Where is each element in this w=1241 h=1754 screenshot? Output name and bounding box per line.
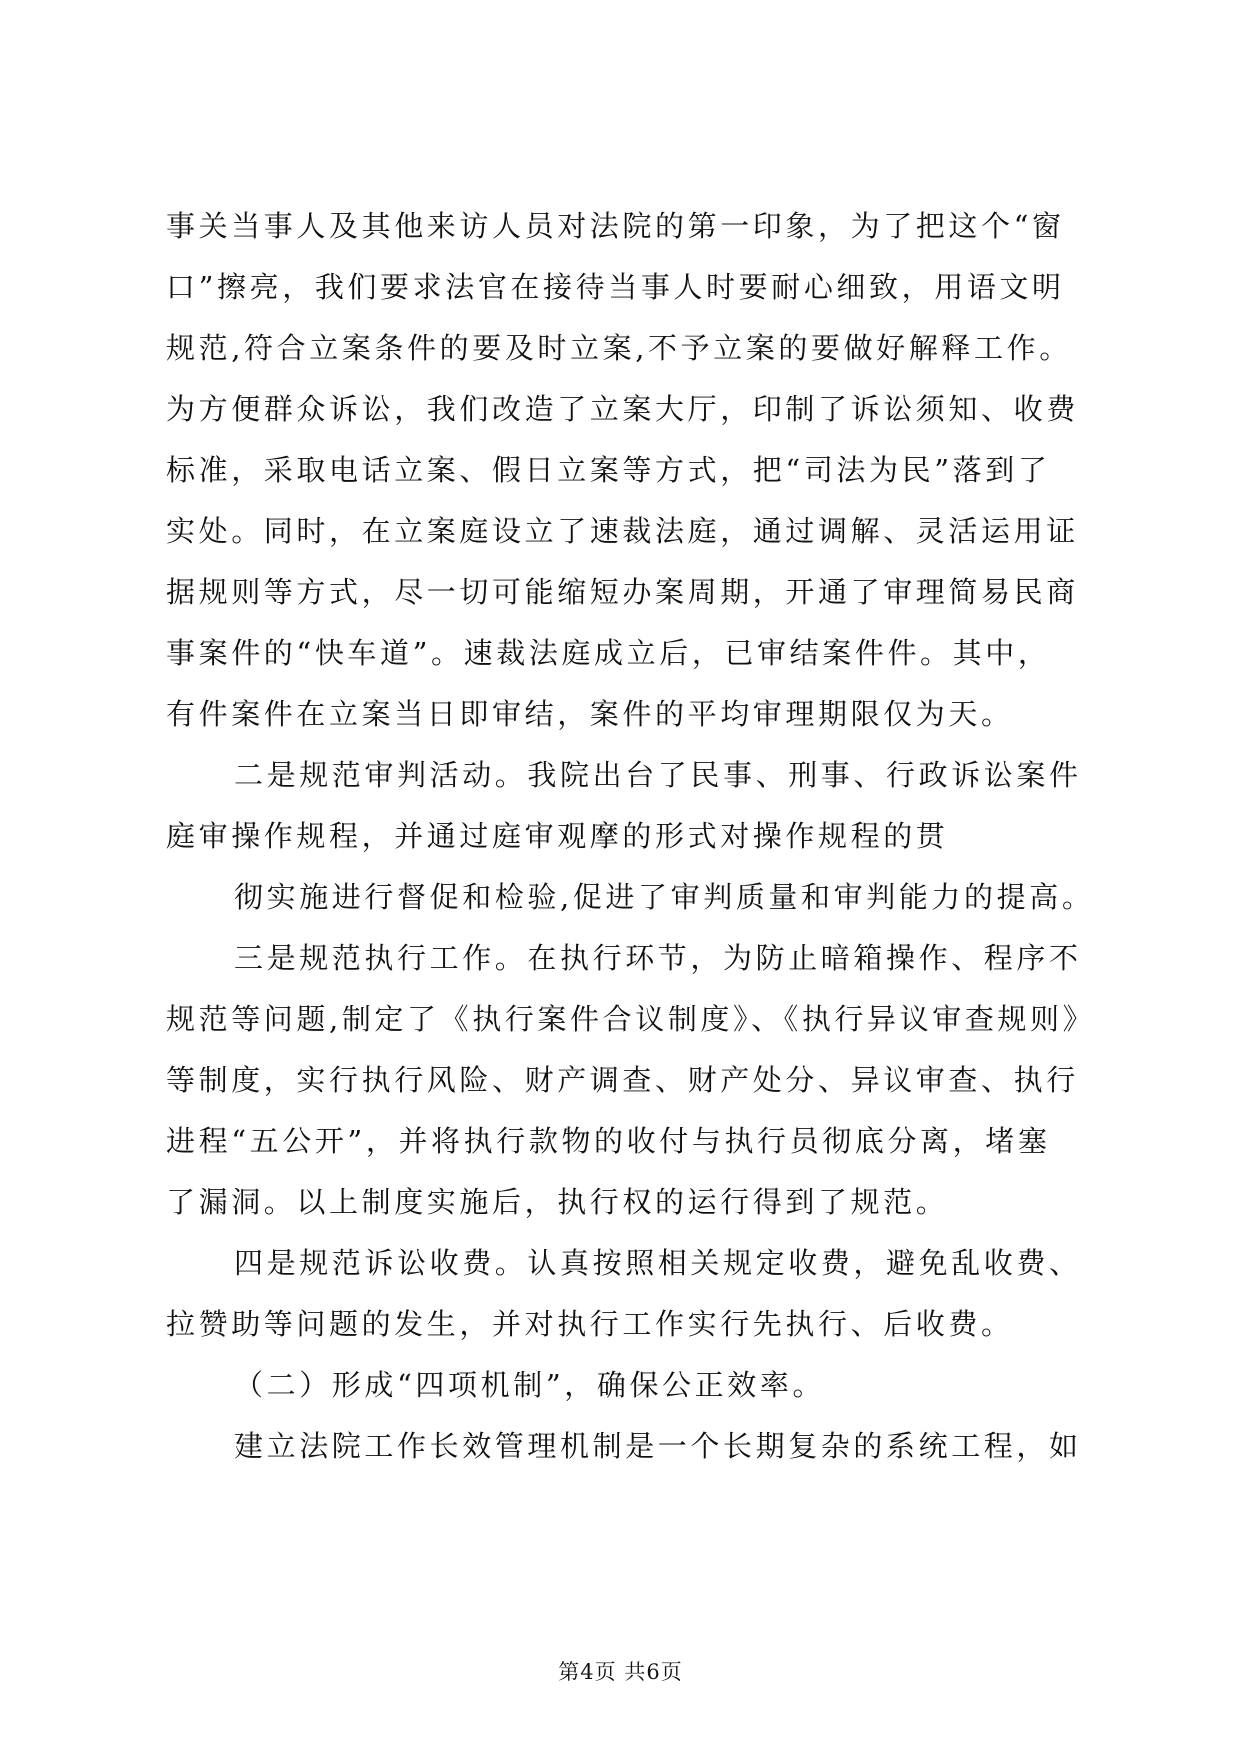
text-line: 进程“五公开”，并将执行款物的收付与执行员彻底分离，堵塞 bbox=[166, 1124, 1051, 1158]
paragraph-start-line: 二是规范审判活动。我院出台了民事、刑事、行政诉讼案件 bbox=[234, 758, 1082, 792]
section-heading: （二）形成“四项机制”，确保公正效率。 bbox=[234, 1368, 826, 1402]
text-line: 为方便群众诉讼，我们改造了立案大厅，印制了诉讼须知、收费 bbox=[166, 392, 1079, 426]
text-line: 事关当事人及其他来访人员对法院的第一印象，为了把这个“窗 bbox=[166, 209, 1065, 243]
paragraph-start-line: 彻实施进行督促和检验,促进了审判质量和审判能力的提高。 bbox=[234, 880, 1095, 914]
text-line: 规范,符合立案条件的要及时立案,不予立案的要做好解释工作。 bbox=[166, 331, 1072, 365]
paragraph-start-line: 建立法院工作长效管理机制是一个长期复杂的系统工程，如 bbox=[234, 1429, 1082, 1463]
text-line: 标准，采取电话立案、假日立案等方式，把“司法为民”落到了 bbox=[166, 453, 1051, 487]
text-line: 等制度，实行执行风险、财产调查、财产处分、异议审查、执行 bbox=[166, 1063, 1079, 1097]
text-line: 拉赞助等问题的发生，并对执行工作实行先执行、后收费。 bbox=[166, 1307, 1014, 1341]
paragraph-start-line: 四是规范诉讼收费。认真按照相关规定收费，避免乱收费、 bbox=[234, 1246, 1082, 1280]
text-line: 事案件的“快车道”。速裁法庭成立后，已审结案件件。其中， bbox=[166, 636, 1051, 670]
text-line: 实处。同时，在立案庭设立了速裁法庭，通过调解、灵活运用证 bbox=[166, 514, 1079, 548]
text-line: 了漏洞。以上制度实施后，执行权的运行得到了规范。 bbox=[166, 1185, 949, 1219]
paragraph-start-line: 三是规范执行工作。在执行环节，为防止暗箱操作、程序不 bbox=[234, 941, 1082, 975]
text-line: 庭审操作规程，并通过庭审观摩的形式对操作规程的贯 bbox=[166, 819, 949, 853]
text-line: 有件案件在立案当日即审结，案件的平均审理期限仅为天。 bbox=[166, 697, 1014, 731]
text-line: 据规则等方式，尽一切可能缩短办案周期，开通了审理简易民商 bbox=[166, 575, 1079, 609]
page-footer: 第4页 共6页 bbox=[558, 1660, 683, 1684]
text-line: 规范等问题,制定了《执行案件合议制度》、《执行异议审查规则》 bbox=[166, 1002, 1096, 1036]
text-line: 口”擦亮，我们要求法官在接待当事人时要耐心细致，用语文明 bbox=[166, 270, 1065, 304]
